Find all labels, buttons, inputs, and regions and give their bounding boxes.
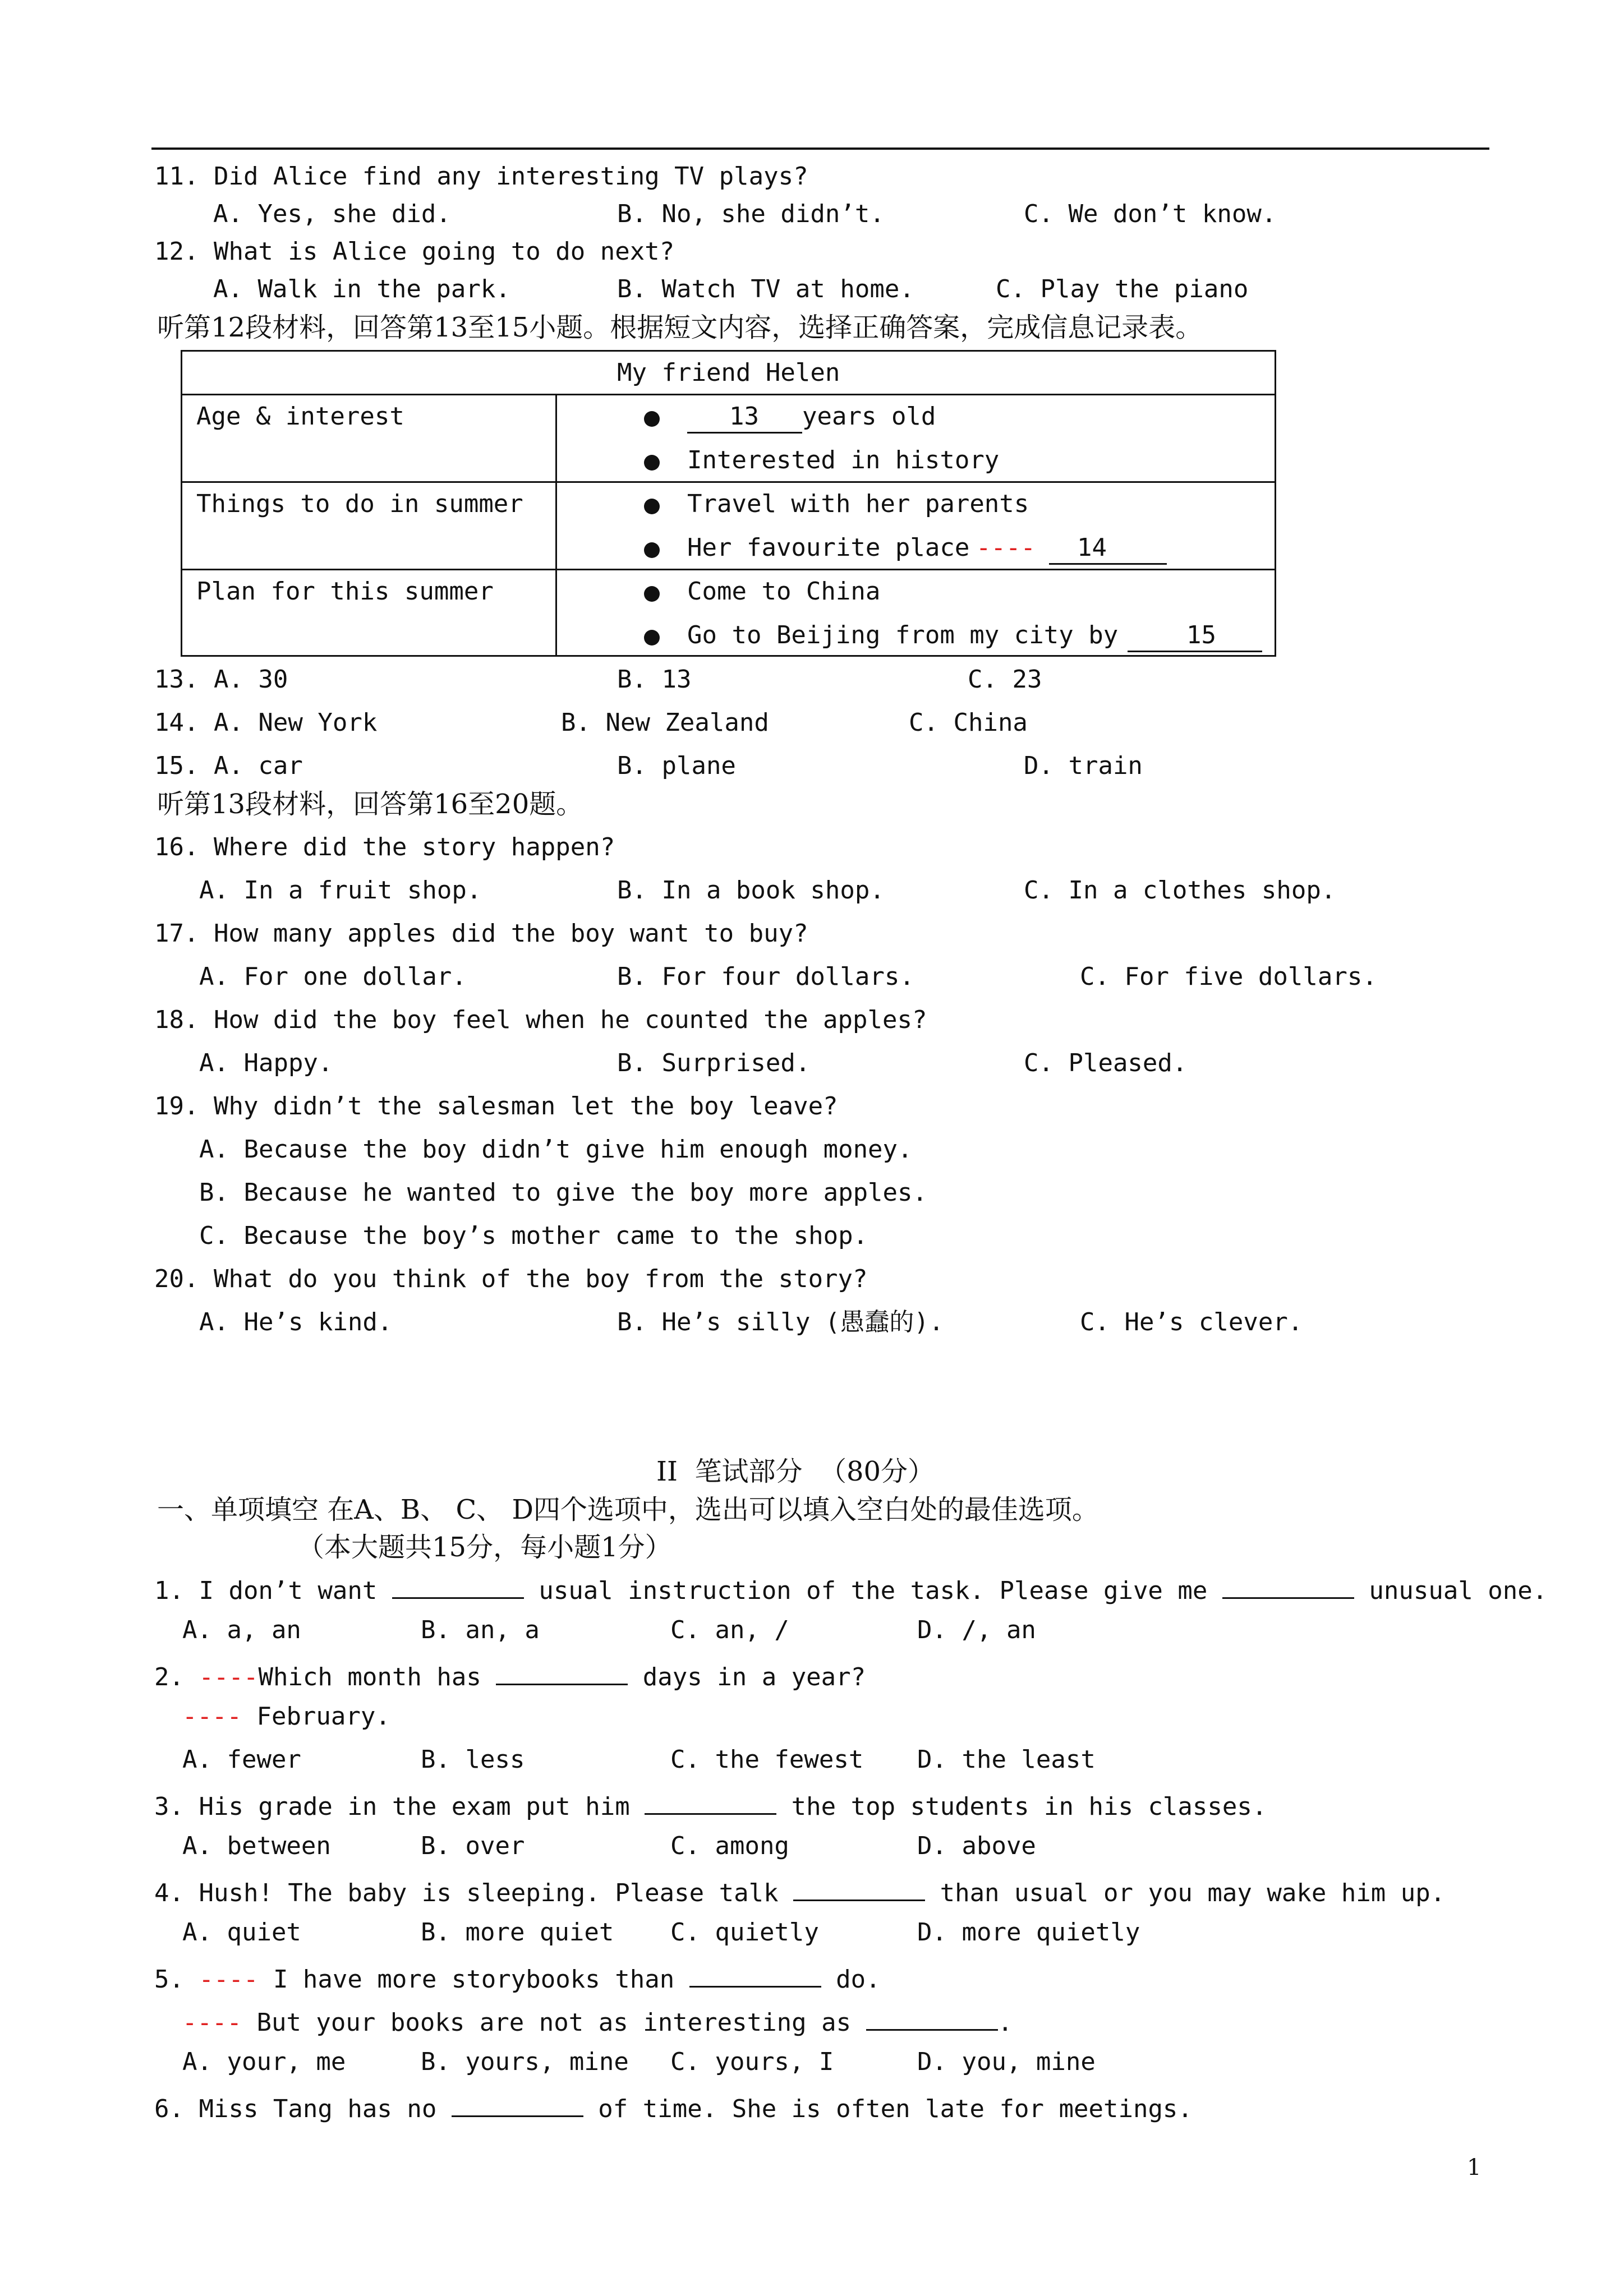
wq2-stem: 2. ----Which month has days in a year? bbox=[154, 1661, 866, 1690]
wq1-stem: 1. I don’t want usual instruction of the task. Please give me unusual one. bbox=[154, 1575, 1547, 1603]
q14-option-b: B. New Zealand bbox=[561, 708, 769, 737]
blank-line bbox=[866, 2007, 998, 2031]
wq1-option-d: D. /, an bbox=[917, 1616, 1036, 1644]
wq2-option-c: C. the fewest bbox=[670, 1745, 864, 1774]
page-number: 1 bbox=[1467, 2155, 1482, 2180]
q17-option-b: B. For four dollars. bbox=[617, 962, 914, 991]
blank-line bbox=[452, 2093, 583, 2117]
table-favourite-place: Her favourite place bbox=[687, 533, 970, 562]
q19-stem: 19. Why didn’t the salesman let the boy leave? bbox=[154, 1092, 838, 1121]
q11-option-c: C. We don’t know. bbox=[1024, 200, 1277, 228]
q12-option-b: B. Watch TV at home. bbox=[617, 275, 914, 303]
q19-option-a: A. Because the boy didn’t give him enough money. bbox=[199, 1135, 913, 1164]
wq5-answer: ---- But your books are not as interesting as . bbox=[182, 2007, 1013, 2035]
q18-option-c: C. Pleased. bbox=[1024, 1049, 1188, 1077]
blank-line bbox=[793, 1877, 925, 1901]
q20-option-a: A. He’s kind. bbox=[199, 1308, 393, 1336]
q18-option-b: B. Surprised. bbox=[617, 1049, 811, 1077]
answer-blank-line bbox=[1128, 651, 1262, 652]
wq3-option-b: B. over bbox=[421, 1832, 525, 1860]
q20-option-b: B. He’s silly (愚蠢的). bbox=[617, 1308, 944, 1336]
table-blank-15: 15 bbox=[1186, 621, 1216, 649]
wq4-option-a: A. quiet bbox=[182, 1918, 301, 1947]
table-come-china: Come to China bbox=[687, 577, 881, 606]
wq5-stem: 5. ---- I have more storybooks than do. bbox=[154, 1963, 881, 1992]
table-title: My friend Helen bbox=[617, 358, 840, 387]
table-blank-13: 13 bbox=[729, 402, 759, 431]
q14-option-c: C. China bbox=[909, 708, 1028, 737]
section13-instruction: 听第13段材料，回答第16至20题。 bbox=[157, 789, 583, 820]
q13-option-c: C. 23 bbox=[968, 665, 1042, 694]
table-row-label-age: Age & interest bbox=[196, 402, 404, 431]
q12-option-a: A. Walk in the park. bbox=[213, 275, 510, 303]
wq3-option-d: D. above bbox=[917, 1832, 1036, 1860]
q11-stem: 11. Did Alice find any interesting TV plays? bbox=[154, 162, 808, 191]
top-rule bbox=[151, 147, 1489, 150]
q11-option-b: B. No, she didn’t. bbox=[617, 200, 885, 228]
blank-line bbox=[689, 1963, 821, 1988]
bullet-icon bbox=[644, 411, 660, 427]
q11-option-a: A. Yes, she did. bbox=[213, 200, 451, 228]
blank-line bbox=[392, 1575, 524, 1599]
bullet-icon bbox=[644, 542, 660, 558]
table-interest: Interested in history bbox=[687, 446, 1000, 474]
q17-option-c: C. For five dollars. bbox=[1080, 962, 1377, 991]
answer-blank-line bbox=[1049, 563, 1167, 565]
q16-stem: 16. Where did the story happen? bbox=[154, 833, 615, 861]
q15-option-b: B. plane bbox=[617, 751, 736, 780]
q16-option-b: B. In a book shop. bbox=[617, 876, 885, 905]
wq2-option-a: A. fewer bbox=[182, 1745, 301, 1774]
wq4-option-b: B. more quiet bbox=[421, 1918, 614, 1947]
section12-instruction: 听第12段材料，回答第13至15小题。根据短文内容，选择正确答案，完成信息记录表。 bbox=[157, 312, 1203, 343]
blank-line bbox=[645, 1791, 776, 1815]
q12-option-c: C. Play the piano bbox=[996, 275, 1249, 303]
table-row-label-plan: Plan for this summer bbox=[196, 577, 494, 606]
part1-note: （本大题共15分，每小题1分） bbox=[297, 1532, 672, 1563]
wq3-option-a: A. between bbox=[182, 1832, 331, 1860]
blank-line bbox=[1222, 1575, 1354, 1599]
q16-option-c: C. In a clothes shop. bbox=[1024, 876, 1336, 905]
table-go-beijing: Go to Beijing from my city by bbox=[687, 621, 1119, 649]
answer-blank-line bbox=[687, 432, 802, 434]
q15-option-c: D. train bbox=[1024, 751, 1143, 780]
table-travel: Travel with her parents bbox=[687, 490, 1029, 518]
bullet-icon bbox=[644, 499, 660, 514]
wq1-option-a: A. a, an bbox=[182, 1616, 301, 1644]
wq2-option-b: B. less bbox=[421, 1745, 525, 1774]
wq1-option-c: C. an, / bbox=[670, 1616, 789, 1644]
wq1-option-b: B. an, a bbox=[421, 1616, 540, 1644]
wq3-stem: 3. His grade in the exam put him the top students in his classes. bbox=[154, 1791, 1267, 1819]
q19-option-b: B. Because he wanted to give the boy more apples. bbox=[199, 1178, 928, 1207]
q19-option-c: C. Because the boy’s mother came to the shop. bbox=[199, 1221, 868, 1250]
q20-stem: 20. What do you think of the boy from the story? bbox=[154, 1265, 868, 1293]
q20-option-c: C. He’s clever. bbox=[1080, 1308, 1303, 1336]
q15-option-a: 15. A. car bbox=[154, 751, 303, 780]
wq5-option-d: D. you, mine bbox=[917, 2048, 1096, 2076]
q18-option-a: A. Happy. bbox=[199, 1049, 333, 1077]
wq5-option-a: A. your, me bbox=[182, 2048, 346, 2076]
q14-option-a: 14. A. New York bbox=[154, 708, 378, 737]
q16-option-a: A. In a fruit shop. bbox=[199, 876, 482, 905]
red-dash: ---- bbox=[976, 533, 1036, 562]
bullet-icon bbox=[644, 455, 660, 471]
q13-option-a: 13. A. 30 bbox=[154, 665, 288, 694]
q18-stem: 18. How did the boy feel when he counted the apples? bbox=[154, 1006, 927, 1034]
wq2-option-d: D. the least bbox=[917, 1745, 1096, 1774]
table-years-old: years old bbox=[802, 402, 936, 431]
wq4-stem: 4. Hush! The baby is sleeping. Please talk than usual or you may wake him up. bbox=[154, 1877, 1445, 1906]
wq3-option-c: C. among bbox=[670, 1832, 789, 1860]
wq4-option-c: C. quietly bbox=[670, 1918, 819, 1947]
q12-stem: 12. What is Alice going to do next? bbox=[154, 237, 675, 266]
wq2-answer: ---- February. bbox=[182, 1702, 390, 1731]
blank-line bbox=[496, 1661, 628, 1685]
table-blank-14: 14 bbox=[1077, 533, 1107, 562]
table-row-label-summer: Things to do in summer bbox=[196, 490, 523, 518]
wq5-option-c: C. yours, I bbox=[670, 2048, 834, 2076]
q17-option-a: A. For one dollar. bbox=[199, 962, 467, 991]
q13-option-b: B. 13 bbox=[617, 665, 692, 694]
bullet-icon bbox=[644, 586, 660, 602]
wq4-option-d: D. more quietly bbox=[917, 1918, 1140, 1947]
wq6-stem: 6. Miss Tang has no of time. She is often late for meetings. bbox=[154, 2093, 1193, 2122]
bullet-icon bbox=[644, 630, 660, 646]
wq5-option-b: B. yours, mine bbox=[421, 2048, 629, 2076]
part1-title: 一、单项填空 在A、B、 C、 D四个选项中，选出可以填入空白处的最佳选项。 bbox=[157, 1494, 1099, 1525]
q17-stem: 17. How many apples did the boy want to buy? bbox=[154, 919, 808, 948]
written-heading: II 笔试部分 （80分） bbox=[656, 1456, 935, 1487]
